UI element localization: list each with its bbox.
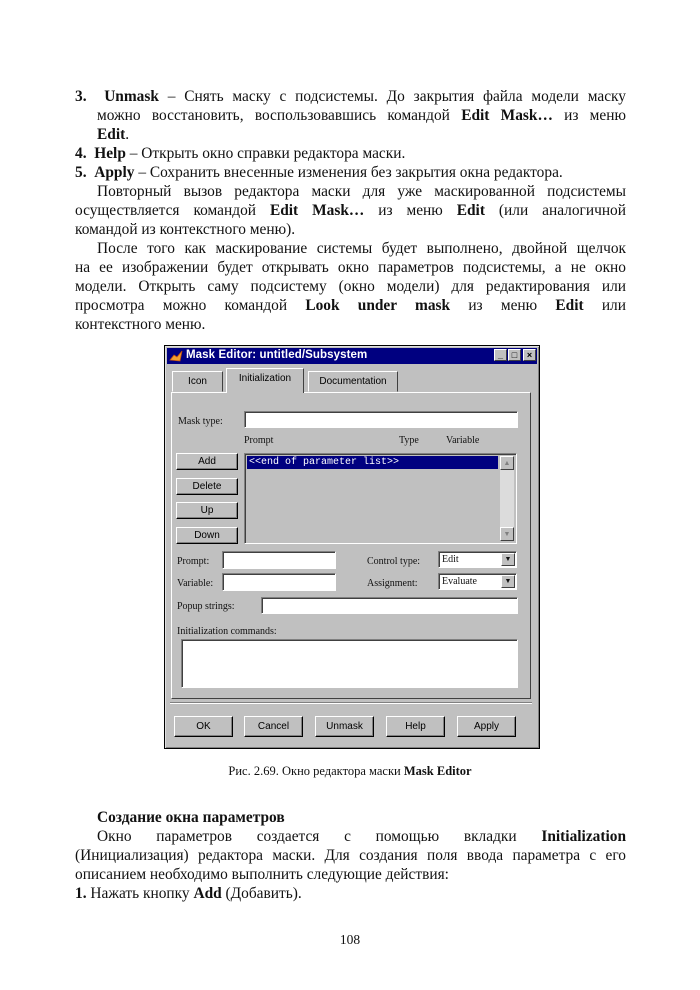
item-number: 3. <box>75 88 87 105</box>
section-heading: Создание окна параметров <box>97 809 285 826</box>
paragraph-text: из меню <box>450 297 556 314</box>
figure-caption <box>0 764 700 779</box>
paragraph-text: осуществляется командой <box>75 202 270 219</box>
delete-button[interactable]: Delete <box>176 478 238 495</box>
assignment-value: Evaluate <box>442 576 477 587</box>
init-commands-textarea[interactable] <box>181 639 518 688</box>
item-dash: – <box>167 88 185 105</box>
list-item-step-1 <box>75 884 626 903</box>
popup-strings-label: Popup strings: <box>177 601 235 612</box>
variable-label: Variable: <box>177 578 214 589</box>
paragraph-line: После того как маскирование системы будет выполнено, двойной щелчок <box>97 240 626 257</box>
close-button[interactable]: × <box>523 349 536 361</box>
paragraph-command: Edit Mask… <box>269 202 365 219</box>
prompt-input[interactable] <box>222 551 336 569</box>
paragraph-line: (Инициализация) редактора маски. Для создания поля ввода параметра с его <box>75 847 626 864</box>
item-text: Нажать кнопку <box>86 885 194 902</box>
item-number: 4. <box>75 145 87 162</box>
tab-icon[interactable]: Icon <box>172 371 223 392</box>
scroll-up-icon[interactable]: ▲ <box>500 456 514 470</box>
paragraph-text: Окно параметров создается с помощью вкладки <box>97 828 542 845</box>
item-text: из меню <box>552 107 626 124</box>
scroll-down-icon[interactable]: ▼ <box>500 527 514 541</box>
item-text: можно восстановить, воспользовавшись командой <box>97 107 462 124</box>
column-header-variable: Variable <box>446 435 480 446</box>
item-text: (Добавить). <box>221 885 302 902</box>
mask-editor-dialog <box>164 345 540 749</box>
paragraph-command: Initialization <box>541 828 626 845</box>
paragraph-line: описанием необходимо выполнить следующие действия: <box>75 866 449 883</box>
item-term: Help <box>94 145 126 162</box>
item-text: . <box>125 126 130 143</box>
column-header-type: Type <box>399 435 419 446</box>
ok-button[interactable]: OK <box>174 716 233 737</box>
caption-text: Рис. 2.69. Окно редактора маски <box>228 764 404 778</box>
paragraph-line: модели. Открыть саму подсистему (окно модели) для редактирования или <box>75 278 626 295</box>
paragraph-text: (или аналогичной <box>484 202 626 219</box>
paragraph-line: Повторный вызов редактора маски для уже маскированной подсистемы <box>97 183 626 200</box>
paragraph-line: контекстного меню. <box>75 316 206 333</box>
control-type-value: Edit <box>442 554 459 565</box>
down-button[interactable]: Down <box>176 527 238 544</box>
paragraph-line: командой из контекстного меню). <box>75 221 296 238</box>
paragraph-menu: Edit <box>456 202 485 219</box>
title-bar[interactable] <box>167 348 537 364</box>
window-title: Mask Editor: untitled/Subsystem <box>186 349 368 361</box>
chevron-down-icon[interactable]: ▼ <box>501 553 515 566</box>
paragraph-menu: Edit <box>555 297 584 314</box>
parameter-list[interactable] <box>244 453 517 544</box>
mask-type-input[interactable] <box>244 411 518 428</box>
paragraph-text: просмотра можно командой <box>75 297 306 314</box>
add-button[interactable]: Add <box>176 453 238 470</box>
mask-type-label: Mask type: <box>178 416 223 427</box>
caption-bold: Mask Editor <box>403 764 472 778</box>
list-item-help <box>75 144 626 163</box>
column-header-prompt: Prompt <box>244 435 274 446</box>
variable-input[interactable] <box>222 573 336 591</box>
paragraph-command: Look under mask <box>305 297 451 314</box>
item-number: 1. <box>75 885 87 902</box>
item-command: Add <box>193 885 222 902</box>
item-command: Edit Mask… <box>461 107 553 124</box>
list-item-unmask <box>75 87 626 144</box>
item-term: Apply <box>94 164 135 181</box>
paragraph-line: на ее изображении будет открывать окно параметров подсистемы, а не окно <box>75 259 626 276</box>
divider <box>170 702 532 704</box>
control-type-select[interactable] <box>438 551 517 568</box>
item-text: – Открыть окно справки редактора маски. <box>125 145 406 162</box>
item-text: – Сохранить внесенные изменения без закрытия окна редактора. <box>134 164 563 181</box>
paragraph-init-tab <box>75 827 626 884</box>
init-commands-label: Initialization commands: <box>177 626 277 637</box>
control-type-label: Control type: <box>367 556 421 567</box>
prompt-label: Prompt: <box>177 556 210 567</box>
item-number: 5. <box>75 164 87 181</box>
paragraph-repeat-call <box>75 182 626 239</box>
matlab-logo-icon <box>169 349 183 363</box>
assignment-select[interactable] <box>438 573 517 590</box>
tab-initialization[interactable]: Initialization <box>226 368 304 393</box>
item-menu: Edit <box>97 126 126 143</box>
up-button[interactable]: Up <box>176 502 238 519</box>
unmask-button[interactable]: Unmask <box>315 716 374 737</box>
item-term: Unmask <box>104 88 159 105</box>
page-number: 108 <box>339 932 361 947</box>
list-item-end-of-list[interactable]: <<end of parameter list>> <box>247 456 498 469</box>
assignment-label: Assignment: <box>367 578 418 589</box>
apply-button[interactable]: Apply <box>457 716 516 737</box>
paragraph-look-under-mask <box>75 239 626 334</box>
paragraph-text: или <box>583 297 626 314</box>
paragraph-text: из меню <box>364 202 457 219</box>
help-button[interactable]: Help <box>386 716 445 737</box>
item-text: Снять маску с подсистемы. До закрытия файла модели маску <box>184 88 626 105</box>
chevron-down-icon[interactable]: ▼ <box>501 575 515 588</box>
minimize-button[interactable]: _ <box>494 349 507 361</box>
list-item-apply <box>75 163 626 182</box>
tab-documentation[interactable]: Documentation <box>308 371 398 392</box>
popup-strings-input[interactable] <box>261 597 518 614</box>
maximize-button[interactable]: □ <box>508 349 521 361</box>
cancel-button[interactable]: Cancel <box>244 716 303 737</box>
list-scrollbar[interactable] <box>500 456 514 541</box>
